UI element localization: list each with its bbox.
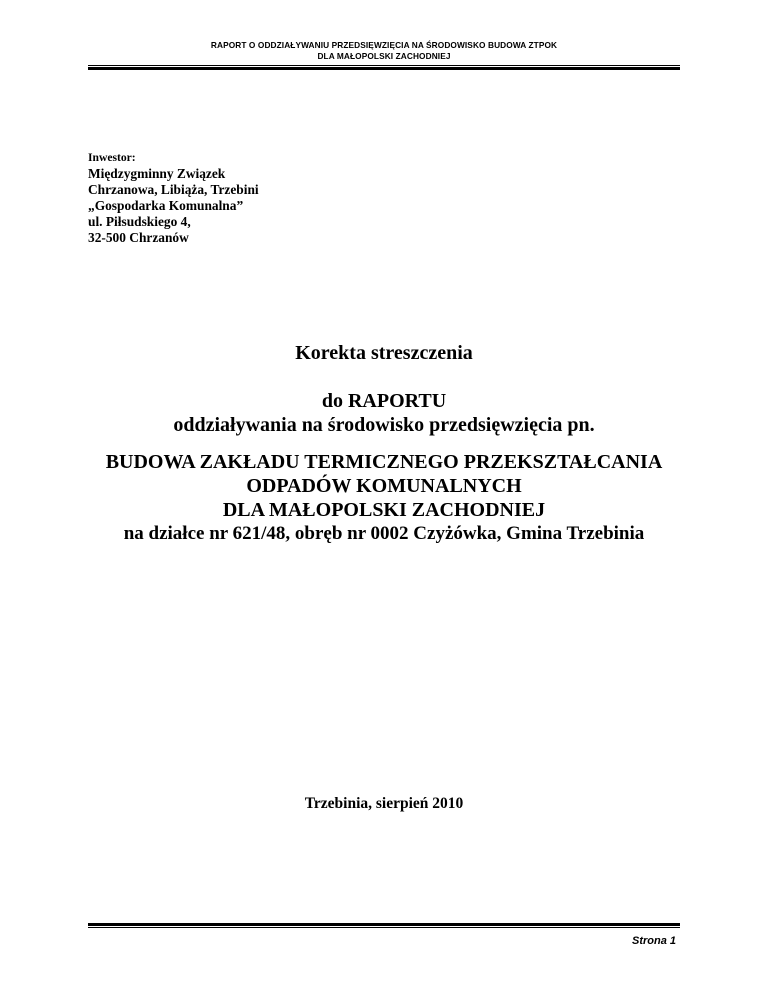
page-number: Strona 1 [631, 935, 676, 947]
project-title [88, 450, 680, 546]
correction-title: Korekta streszczenia [295, 342, 473, 364]
report-heading [88, 389, 680, 437]
header-divider [88, 65, 680, 71]
investor-line: Międzygminny Związek [88, 166, 226, 181]
investor-line: 32-500 Chrzanów [88, 230, 189, 245]
investor-label: Inwestor: [88, 151, 136, 164]
header-line-1: RAPORT O ODDZIAŁYWANIU PRZEDSIĘWZIĘCIA NA ŚRODOWISKO BUDOWA ZTPOK [210, 40, 558, 50]
header-line-2: DLA MAŁOPOLSKI ZACHODNIEJ [317, 51, 451, 61]
project-line-2: ODPADÓW KOMUNALNYCH [246, 475, 522, 497]
project-line-3: DLA MAŁOPOLSKI ZACHODNIEJ [222, 499, 546, 521]
project-location: na działce nr 621/48, obręb nr 0002 Czyżówka, Gmina Trzebinia [123, 523, 645, 544]
running-header [88, 40, 680, 62]
investor-block [88, 150, 259, 246]
report-line-1: do RAPORTU [321, 390, 447, 412]
investor-line: Chrzanowa, Libiąża, Trzebini [88, 182, 259, 197]
report-line-2: oddziaływania na środowisko przedsięwzięcia pn. [173, 414, 595, 436]
place-and-date: Trzebinia, sierpień 2010 [304, 795, 464, 812]
investor-line: „Gospodarka Komunalna” [88, 198, 244, 213]
investor-line: ul. Piłsudskiego 4, [88, 214, 191, 229]
project-line-1: BUDOWA ZAKŁADU TERMICZNEGO PRZEKSZTAŁCANIA [105, 451, 663, 473]
footer-divider [88, 923, 680, 929]
